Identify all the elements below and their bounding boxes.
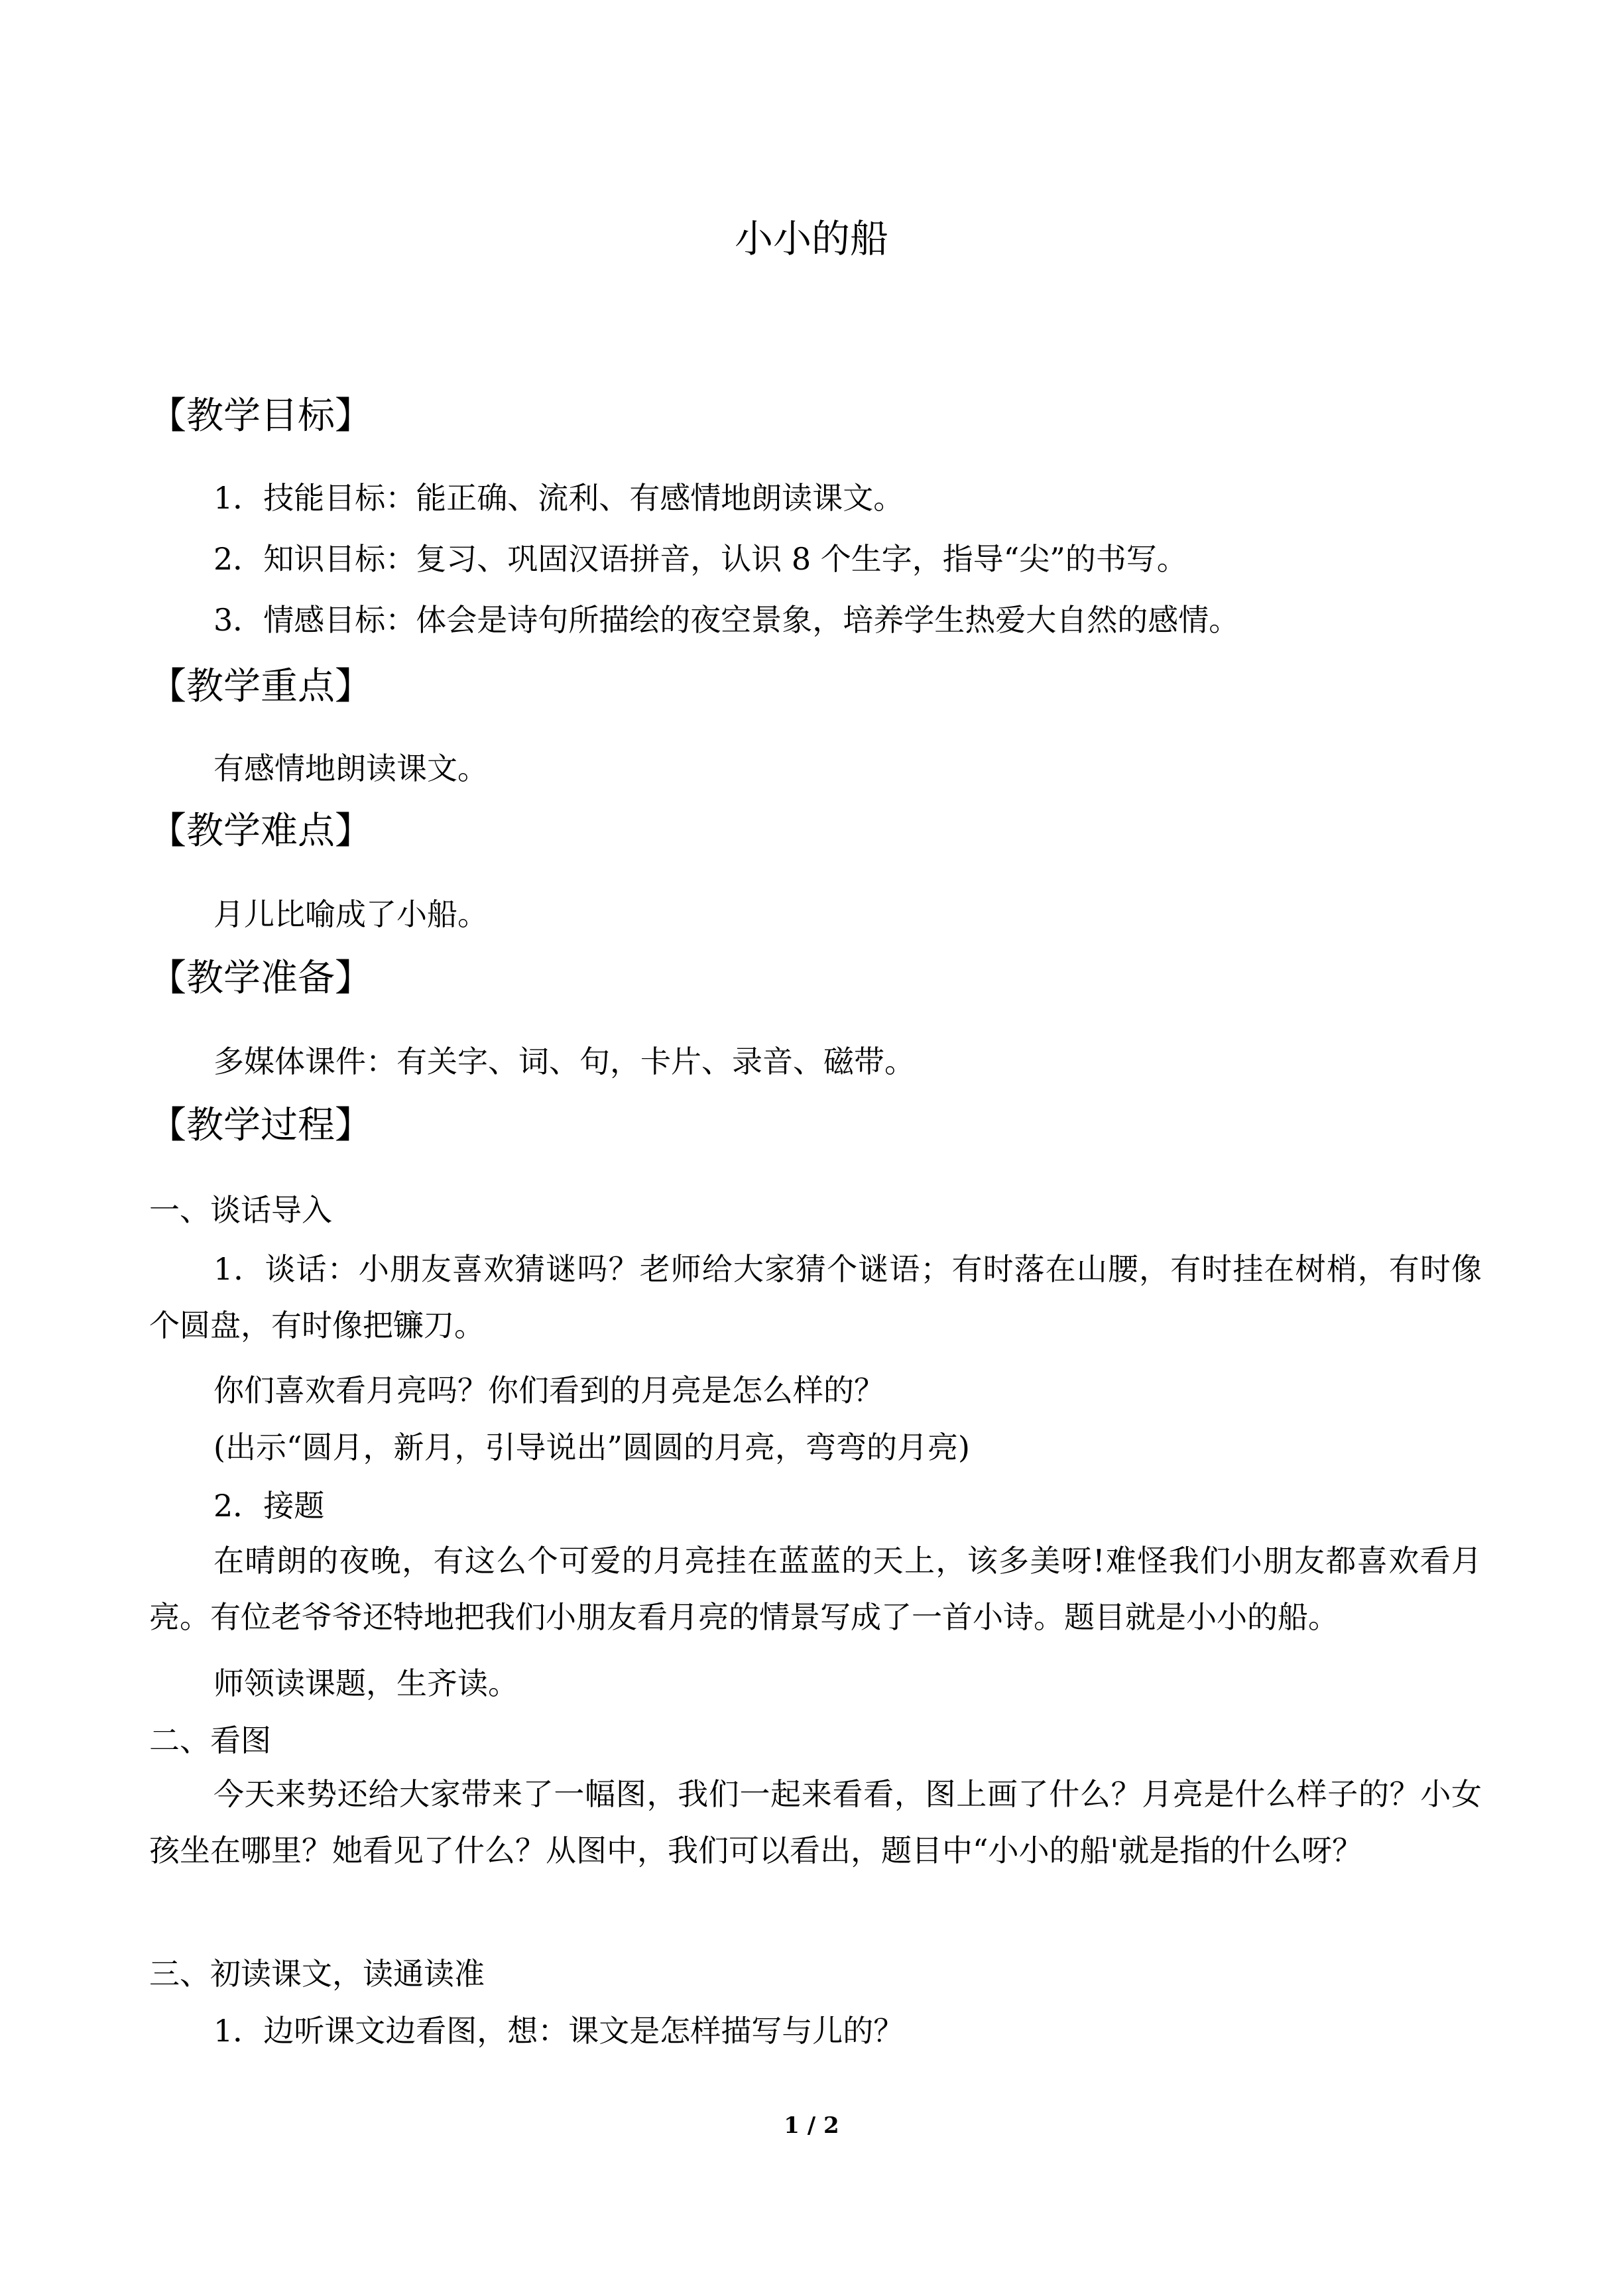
process-part1-paragraph-5: 在晴朗的夜晚，有这么个可爱的月亮挂在蓝蓝的天上，该多美呀!难怪我们小朋友都喜欢看月亮。有位老爷爷还特地把我们小朋友看月亮的情景写成了一首小诗。题目就是小小的船。 <box>149 1543 1482 1635</box>
preparation-text: 多媒体课件：有关字、词、句，卡片、录音、磁带。 <box>213 1044 915 1079</box>
difficulties-text: 月儿比喻成了小船。 <box>213 896 488 932</box>
key-points-text: 有感情地朗读课文。 <box>213 751 488 786</box>
process-part3-title: 三、初读课文，读通读准 <box>149 1956 485 1992</box>
process-part1-paragraph-2: 你们喜欢看月亮吗？你们看到的月亮是怎么样的？ <box>213 1372 884 1408</box>
heading-key-points: 【教学重点】 <box>149 665 372 708</box>
heading-objectives: 【教学目标】 <box>149 394 372 438</box>
document-title: 小小的船 <box>734 216 888 261</box>
heading-process: 【教学过程】 <box>149 1104 372 1147</box>
process-part1-paragraph-3: (出示“圆月，新月，引导说出”圆圆的月亮，弯弯的月亮) <box>213 1429 970 1465</box>
process-part1-paragraph-6: 师领读课题，生齐读。 <box>213 1665 518 1701</box>
process-part2-paragraph-1: 今天来势还给大家带来了一幅图，我们一起来看看，图上画了什么？月亮是什么样子的？小女孩坐在哪里？她看见了什么？从图中，我们可以看出，题目中“小小的船'就是指的什么呀？ <box>149 1776 1482 1868</box>
heading-difficulties: 【教学难点】 <box>149 810 372 853</box>
process-part1-paragraph-1: 1．谈话：小朋友喜欢猜谜吗？老师给大家猜个谜语；有时落在山腰，有时挂在树梢，有时像个圆盘，有时像把镰刀。 <box>149 1251 1482 1343</box>
heading-preparation: 【教学准备】 <box>149 957 372 1000</box>
objective-item-2: 2．知识目标：复习、巩固汉语拼音，认识 8 个生字，指导“尖”的书写。 <box>213 541 1187 577</box>
page-number: 1 / 2 <box>784 2112 839 2139</box>
process-part1-paragraph-4: 2．接题 <box>213 1488 325 1524</box>
process-part1-title: 一、谈话导入 <box>149 1192 332 1228</box>
objective-item-1: 1．技能目标：能正确、流利、有感情地朗读课文。 <box>213 480 904 516</box>
objective-item-3: 3．情感目标：体会是诗句所描绘的夜空景象，培养学生热爱大自然的感情。 <box>213 602 1240 638</box>
process-part2-title: 二、看图 <box>149 1722 271 1758</box>
process-part3-paragraph-1: 1．边听课文边看图，想：课文是怎样描写与儿的？ <box>213 2013 904 2049</box>
